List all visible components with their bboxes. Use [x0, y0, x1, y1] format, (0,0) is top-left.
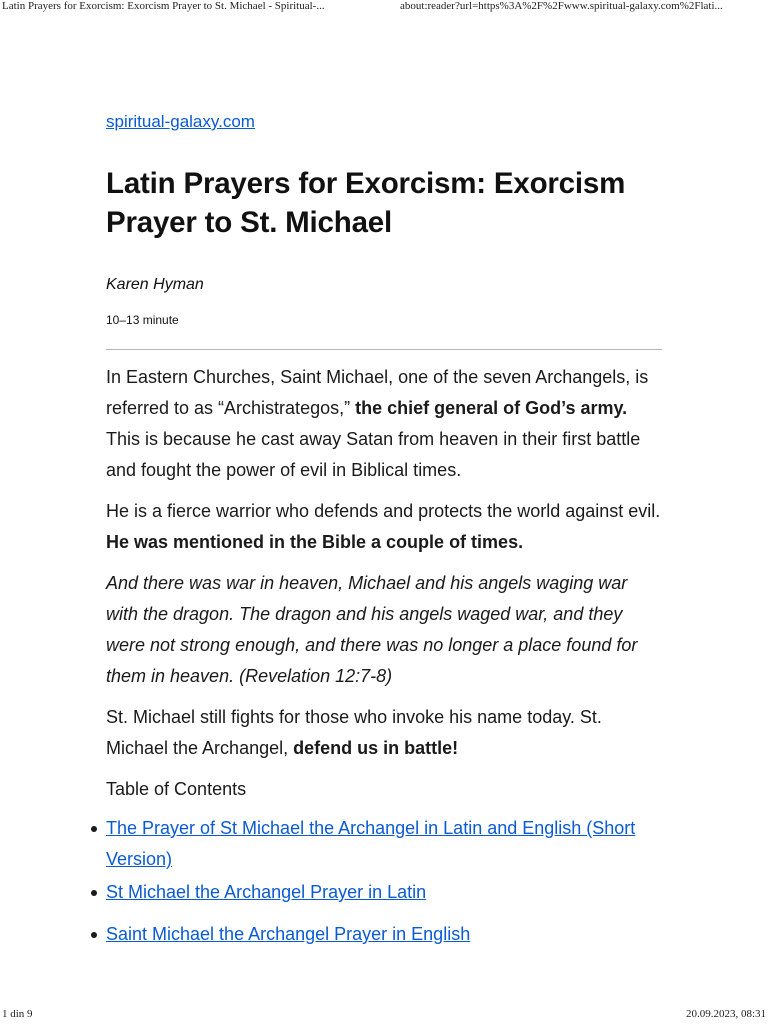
bullet-icon — [91, 932, 97, 938]
toc-link-latin[interactable]: St Michael the Archangel Prayer in Latin — [106, 882, 427, 902]
paragraph-intro-bold: the chief general of God’s army. — [355, 398, 628, 418]
paragraph-intro-text-b: This is because he cast away Satan from heaven in their first battle and fought the power of evil in Biblical times. — [106, 429, 641, 480]
reader-article — [106, 112, 662, 950]
source-domain-link[interactable]: spiritual-galaxy.com — [106, 112, 255, 131]
article-author: Karen Hyman — [106, 276, 204, 293]
toc-list — [106, 813, 662, 950]
article-body — [106, 362, 662, 950]
toc-heading: Table of Contents — [106, 779, 247, 799]
paragraph-invoke-text: St. Michael still fights for those who invoke his name today. St. Michael the Archangel, — [106, 707, 602, 758]
toc-link-short-version[interactable]: The Prayer of St Michael the Archangel in Latin and English (Short Version) — [106, 818, 636, 869]
header-divider — [106, 349, 662, 350]
bullet-icon — [91, 890, 97, 896]
bullet-icon — [91, 826, 97, 832]
paragraph-intro-text-a: In Eastern Churches, Saint Michael, one of the seven Archangels, is referred to as “Archistrategos,” — [106, 367, 649, 418]
paragraph-invoke — [106, 702, 662, 764]
page-counter: 1 din 9 — [2, 1008, 33, 1020]
paragraph-intro — [106, 362, 662, 486]
reading-time: 10–13 minute — [106, 313, 179, 327]
paragraph-warrior — [106, 496, 662, 558]
print-footer — [0, 1008, 768, 1022]
paragraph-warrior-text: He is a fierce warrior who defends and protects the world against evil. — [106, 501, 661, 521]
paragraph-invoke-bold: defend us in battle! — [293, 738, 459, 758]
print-header-title: Latin Prayers for Exorcism: Exorcism Prayer to St. Michael - Spiritual-... — [2, 0, 325, 12]
toc-item — [106, 877, 662, 908]
print-header-url: about:reader?url=https%3A%2F%2Fwww.spiritual-galaxy.com%2Flati... — [400, 0, 723, 12]
toc-link-english[interactable]: Saint Michael the Archangel Prayer in English — [106, 924, 471, 944]
article-title: Latin Prayers for Exorcism: Exorcism Prayer to St. Michael — [106, 167, 626, 239]
scripture-quote: And there was war in heaven, Michael and his angels waging war with the dragon. The dragon and his angels waged war, and they were not strong enough, and there was no longer a place found for them in heaven. (Revelation 12:7-8) — [106, 573, 638, 686]
print-header — [0, 0, 768, 14]
toc-item — [106, 813, 662, 875]
paragraph-warrior-bold: He was mentioned in the Bible a couple of times. — [106, 532, 524, 552]
print-datetime: 20.09.2023, 08:31 — [685, 1008, 766, 1020]
toc-item — [106, 919, 662, 950]
